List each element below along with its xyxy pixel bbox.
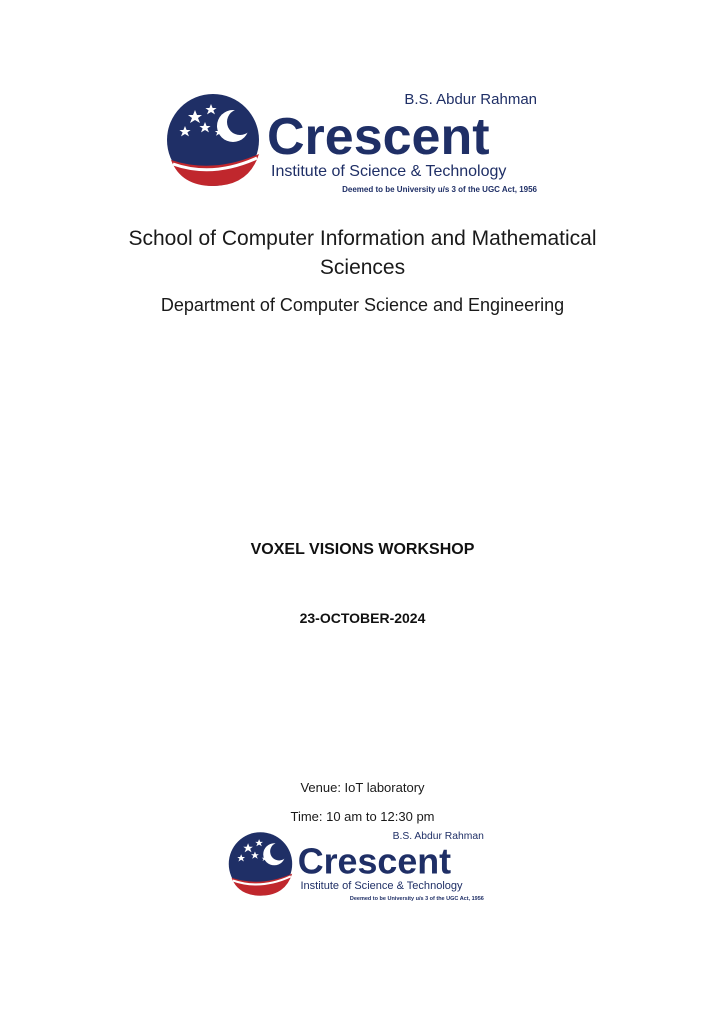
logo-subtitle-text: Institute of Science & Technology [300,879,463,892]
workshop-title: VOXEL VISIONS WORKSHOP [250,541,475,558]
logo-name-text: Crescent [297,841,452,882]
time-text: Time: 10 am to 12:30 pm [290,809,435,824]
school-title: School of Computer Information and Mathematical Sciences [128,227,597,279]
department-title: Department of Computer Science and Engineering [160,295,565,315]
crescent-logo-top [163,88,543,198]
logo-emblem [167,94,259,186]
crescent-logo-bottom [226,828,488,904]
logo-subtitle-text: Institute of Science & Technology [271,163,507,180]
logo-name-text: Crescent [267,108,490,166]
logo-sponsor-text: B.S. Abdur Rahman [404,91,537,108]
venue-text: Venue: IoT laboratory [300,780,425,795]
logo-emblem [229,832,292,895]
workshop-date: 23-OCTOBER-2024 [299,610,426,626]
logo-sponsor-text: B.S. Abdur Rahman [392,831,484,843]
logo-tagline-text: Deemed to be University u/s 3 of the UGC Act, 1956 [349,895,484,902]
logo-tagline-text: Deemed to be University u/s 3 of the UGC Act, 1956 [342,185,537,194]
